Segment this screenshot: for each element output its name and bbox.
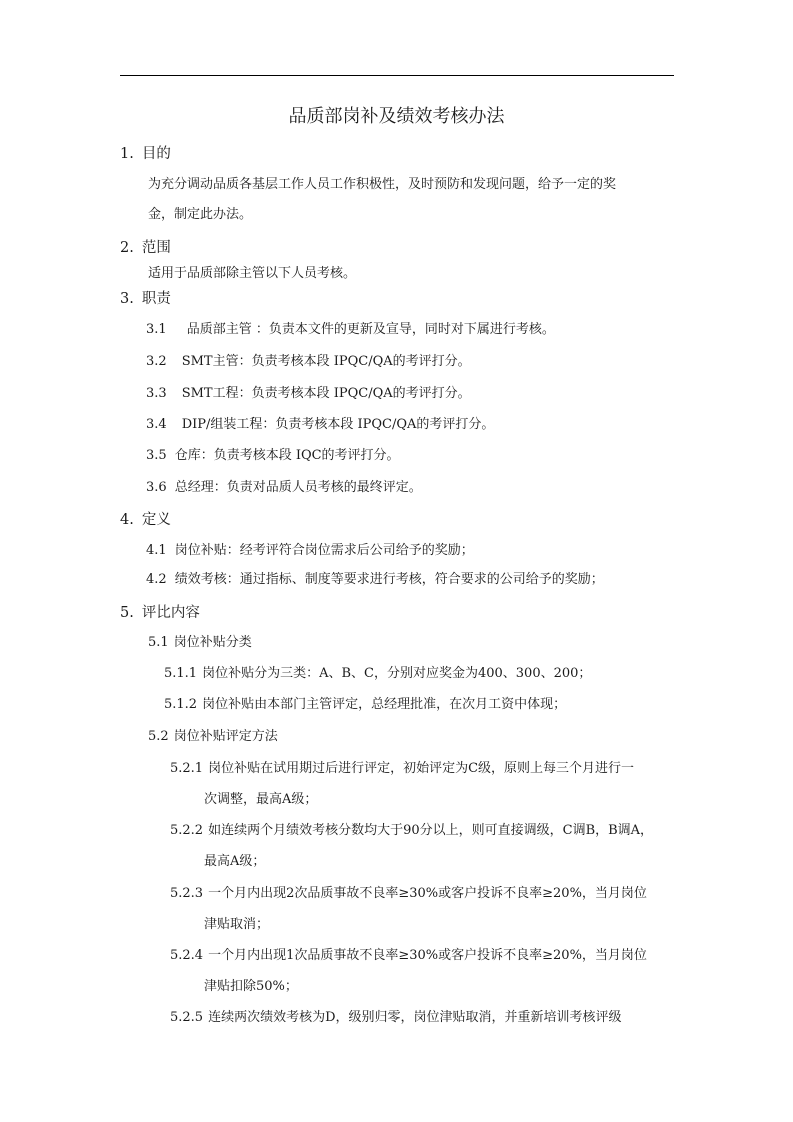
item-text: 岗位补贴由本部门主管评定，总经理批准，在次月工资中体现；	[202, 697, 567, 712]
list-item	[170, 886, 647, 902]
item-text: SMT工程：负责考核本段 IPQC/QA的考评打分。	[181, 386, 471, 401]
list-item	[170, 1010, 622, 1026]
item-text: 一个月内出现1次品质事故不良率≥30%或客户投诉不良率≥20%，当月岗位	[208, 948, 647, 963]
section-title: 目的	[141, 146, 171, 162]
item-number: 3.5	[146, 448, 167, 463]
item-text: 岗位补贴在试用期过后进行评定，初始评定为C级，原则上每三个月进行一	[208, 761, 635, 776]
section-title: 范围	[141, 240, 171, 256]
item-number: 3.3	[146, 386, 167, 401]
list-item	[146, 543, 474, 559]
subsection-title: 岗位补贴评定方法	[173, 729, 278, 744]
section-2-paragraph: 适用于品质部除主管以下人员考核。	[148, 266, 357, 281]
list-item	[170, 823, 653, 839]
item-text: 如连续两个月绩效考核分数均大于90分以上，则可直接调级，C调B，B调A，	[208, 823, 654, 838]
item-text: 一个月内出现2次品质事故不良率≥30%或客户投诉不良率≥20%，当月岗位	[208, 886, 647, 901]
item-text: DIP/组装工程：负责考核本段 IPQC/QA的考评打分。	[181, 417, 495, 432]
list-item	[164, 666, 591, 682]
section-number: 4.	[120, 512, 134, 528]
item-number: 5.2.3	[170, 886, 204, 901]
section-1-paragraph-line-2: 金，制定此办法。	[148, 207, 253, 222]
item-number: 3.2	[146, 354, 167, 369]
section-title: 定义	[141, 512, 171, 528]
list-item	[146, 572, 604, 588]
section-number: 5.	[120, 605, 134, 621]
list-item	[146, 480, 422, 496]
item-number: 5.1.1	[164, 666, 198, 681]
section-5-heading	[120, 604, 200, 622]
section-3-heading	[120, 290, 171, 308]
section-2-heading	[120, 239, 171, 257]
item-text: 总经理：负责对品质人员考核的最终评定。	[174, 480, 422, 495]
item-text: 绩效考核：通过指标、制度等要求进行考核，符合要求的公司给予的奖励；	[174, 572, 604, 587]
list-item	[146, 354, 471, 370]
section-title: 评比内容	[141, 605, 200, 621]
section-number: 2.	[120, 240, 134, 256]
subsection-title: 岗位补贴分类	[173, 635, 252, 650]
list-item-continuation: 津贴取消；	[204, 917, 270, 932]
subsection-number: 5.1	[148, 635, 169, 650]
list-item	[146, 322, 555, 338]
item-text: 仓库：负责考核本段 IQC的考评打分。	[174, 448, 400, 463]
item-number: 5.2.4	[170, 948, 204, 963]
item-text: 岗位补贴：经考评符合岗位需求后公司给予的奖励；	[174, 543, 474, 558]
item-number: 3.6	[146, 480, 167, 495]
item-number: 3.4	[146, 417, 167, 432]
item-text: 岗位补贴分为三类：A、B、C，分别对应奖金为400、300、200；	[202, 666, 592, 681]
item-number: 5.1.2	[164, 697, 198, 712]
item-text: 连续两次绩效考核为D，级别归零，岗位津贴取消，并重新培训考核评级	[208, 1010, 622, 1025]
item-number: 4.1	[146, 543, 167, 558]
subsection-number: 5.2	[148, 729, 169, 744]
list-item-continuation: 最高A级；	[204, 854, 266, 869]
list-item	[164, 697, 566, 713]
item-text: 品质部主管 ：负责本文件的更新及宣导，同时对下属进行考核。	[186, 322, 555, 337]
header-rule	[120, 75, 674, 76]
section-4-heading	[120, 511, 171, 529]
item-number: 5.2.2	[170, 823, 204, 838]
section-1-heading	[120, 145, 171, 163]
item-text: SMT主管：负责考核本段 IPQC/QA的考评打分。	[181, 354, 471, 369]
list-item	[146, 448, 400, 464]
subsection-5-1-heading	[148, 635, 252, 651]
list-item-continuation: 津贴扣除50%；	[204, 979, 298, 994]
list-item	[146, 417, 494, 433]
item-number: 4.2	[146, 572, 167, 587]
section-number: 1.	[120, 146, 134, 162]
item-number: 5.2.5	[170, 1010, 204, 1025]
list-item	[170, 761, 634, 777]
list-item	[146, 386, 471, 402]
list-item	[170, 948, 647, 964]
item-number: 5.2.1	[170, 761, 204, 776]
document-title: 品质部岗补及绩效考核办法	[288, 106, 505, 127]
section-1-paragraph-line-1: 为充分调动品质各基层工作人员工作积极性，及时预防和发现问题，给予一定的奖	[148, 177, 617, 192]
list-item-continuation: 次调整，最高A级；	[204, 792, 318, 807]
section-number: 3.	[120, 291, 134, 307]
item-number: 3.1	[146, 322, 167, 337]
subsection-5-2-heading	[148, 729, 278, 745]
section-title: 职责	[141, 291, 171, 307]
